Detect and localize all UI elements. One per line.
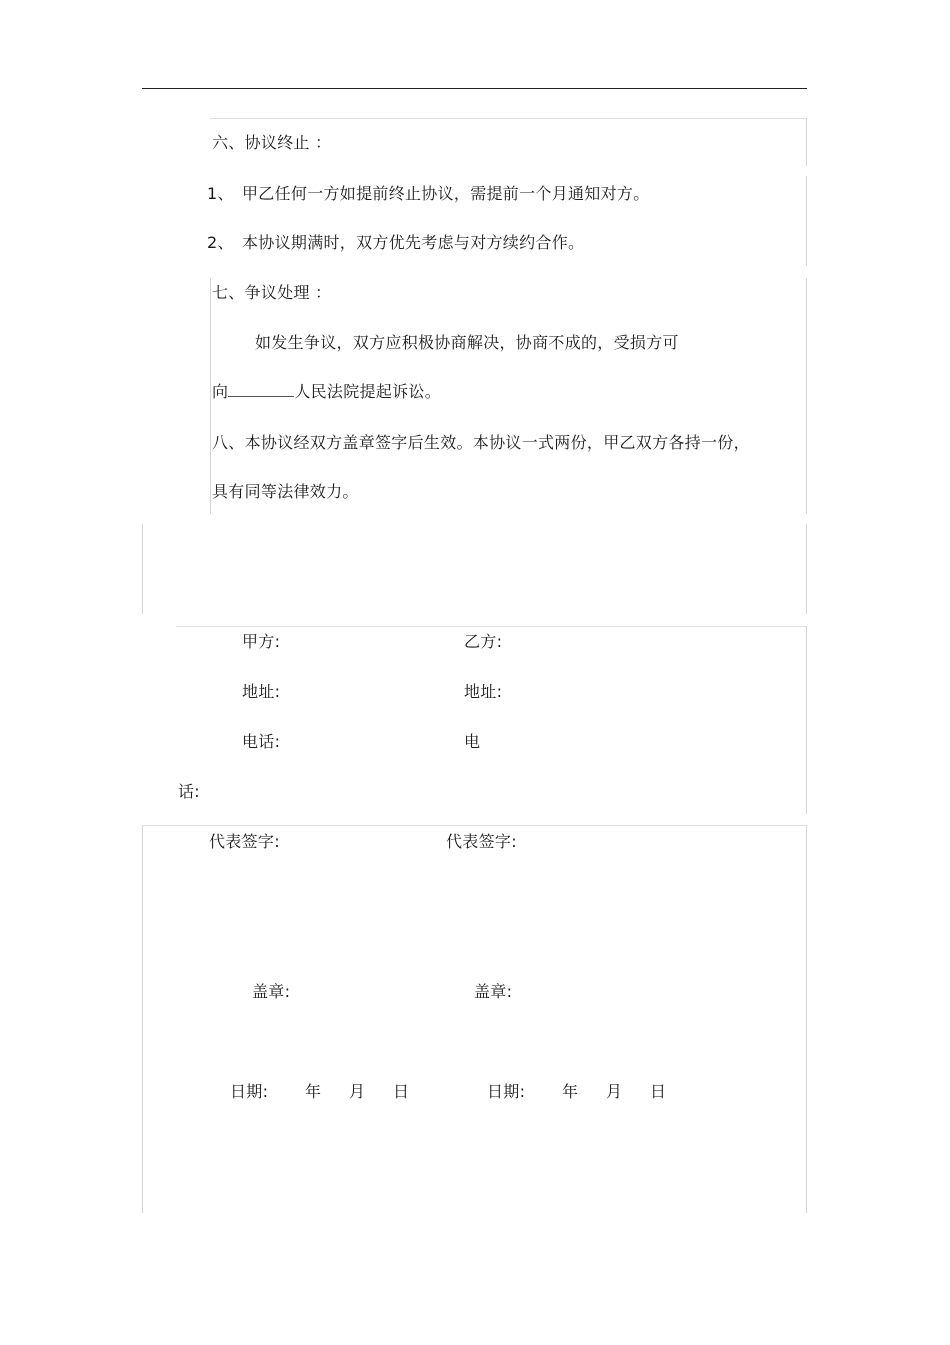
section6-heading: 六、协议终止 ：	[212, 133, 332, 152]
phone-b-label-part1: 电	[464, 732, 481, 751]
rep-a-label: 代表签字:	[209, 832, 280, 851]
table-border-right-2	[806, 176, 807, 266]
table-border-top	[210, 118, 807, 119]
table-border-right-4	[806, 524, 807, 614]
rep-b-label: 代表签字:	[446, 832, 517, 851]
table-border-right-1	[806, 118, 807, 166]
table-border-left-3	[142, 524, 143, 614]
section7-line1: 如发生争议，双方应积极协商解决，协商不成的，受损方可	[255, 333, 679, 352]
address-b-label: 地址:	[464, 682, 503, 701]
date-b-label: 日期:	[487, 1082, 526, 1101]
date-a-month: 月	[349, 1082, 366, 1101]
section7-heading: 七、争议处理 ：	[212, 283, 332, 302]
section8-line2: 具有同等法律效力。	[212, 482, 359, 501]
table-border-mid-1	[176, 626, 807, 627]
table-border-right-6	[806, 825, 807, 1213]
section7-line2	[212, 382, 441, 402]
date-b-day: 日	[650, 1082, 667, 1101]
table-border-left-2	[210, 278, 211, 514]
date-a-label: 日期:	[230, 1082, 269, 1101]
section7-line2-suffix: 人民法院提起诉讼。	[294, 382, 442, 401]
section7-line2-prefix: 向	[212, 382, 229, 401]
party-b-label: 乙方:	[464, 632, 503, 651]
section6-item1-num: 1、	[207, 184, 234, 203]
table-border-mid-2	[142, 825, 807, 826]
date-a-year: 年	[305, 1082, 322, 1101]
date-b-month: 月	[606, 1082, 623, 1101]
court-name-blank	[228, 382, 294, 397]
phone-a-label: 电话:	[242, 732, 281, 751]
section8-line1: 八、本协议经双方盖章签字后生效。本协议一式两份，甲乙双方各持一份，	[212, 433, 750, 452]
table-border-right-3	[806, 278, 807, 514]
section6-item2-text: 本协议期满时，双方优先考虑与对方续约合作。	[242, 233, 585, 252]
party-a-label: 甲方:	[242, 632, 281, 651]
section6-item2-num: 2、	[207, 233, 234, 252]
section6-item1-text: 甲乙任何一方如提前终止协议，需提前一个月通知对方。	[242, 184, 650, 203]
seal-b-label: 盖章:	[474, 982, 513, 1001]
date-a-day: 日	[393, 1082, 410, 1101]
seal-a-label: 盖章:	[252, 982, 291, 1001]
address-a-label: 地址:	[242, 682, 281, 701]
table-border-left-5	[142, 825, 143, 1213]
date-b-year: 年	[562, 1082, 579, 1101]
table-border-right-5	[806, 626, 807, 814]
header-rule	[142, 88, 807, 89]
phone-b-label-part2: 话:	[178, 782, 200, 801]
